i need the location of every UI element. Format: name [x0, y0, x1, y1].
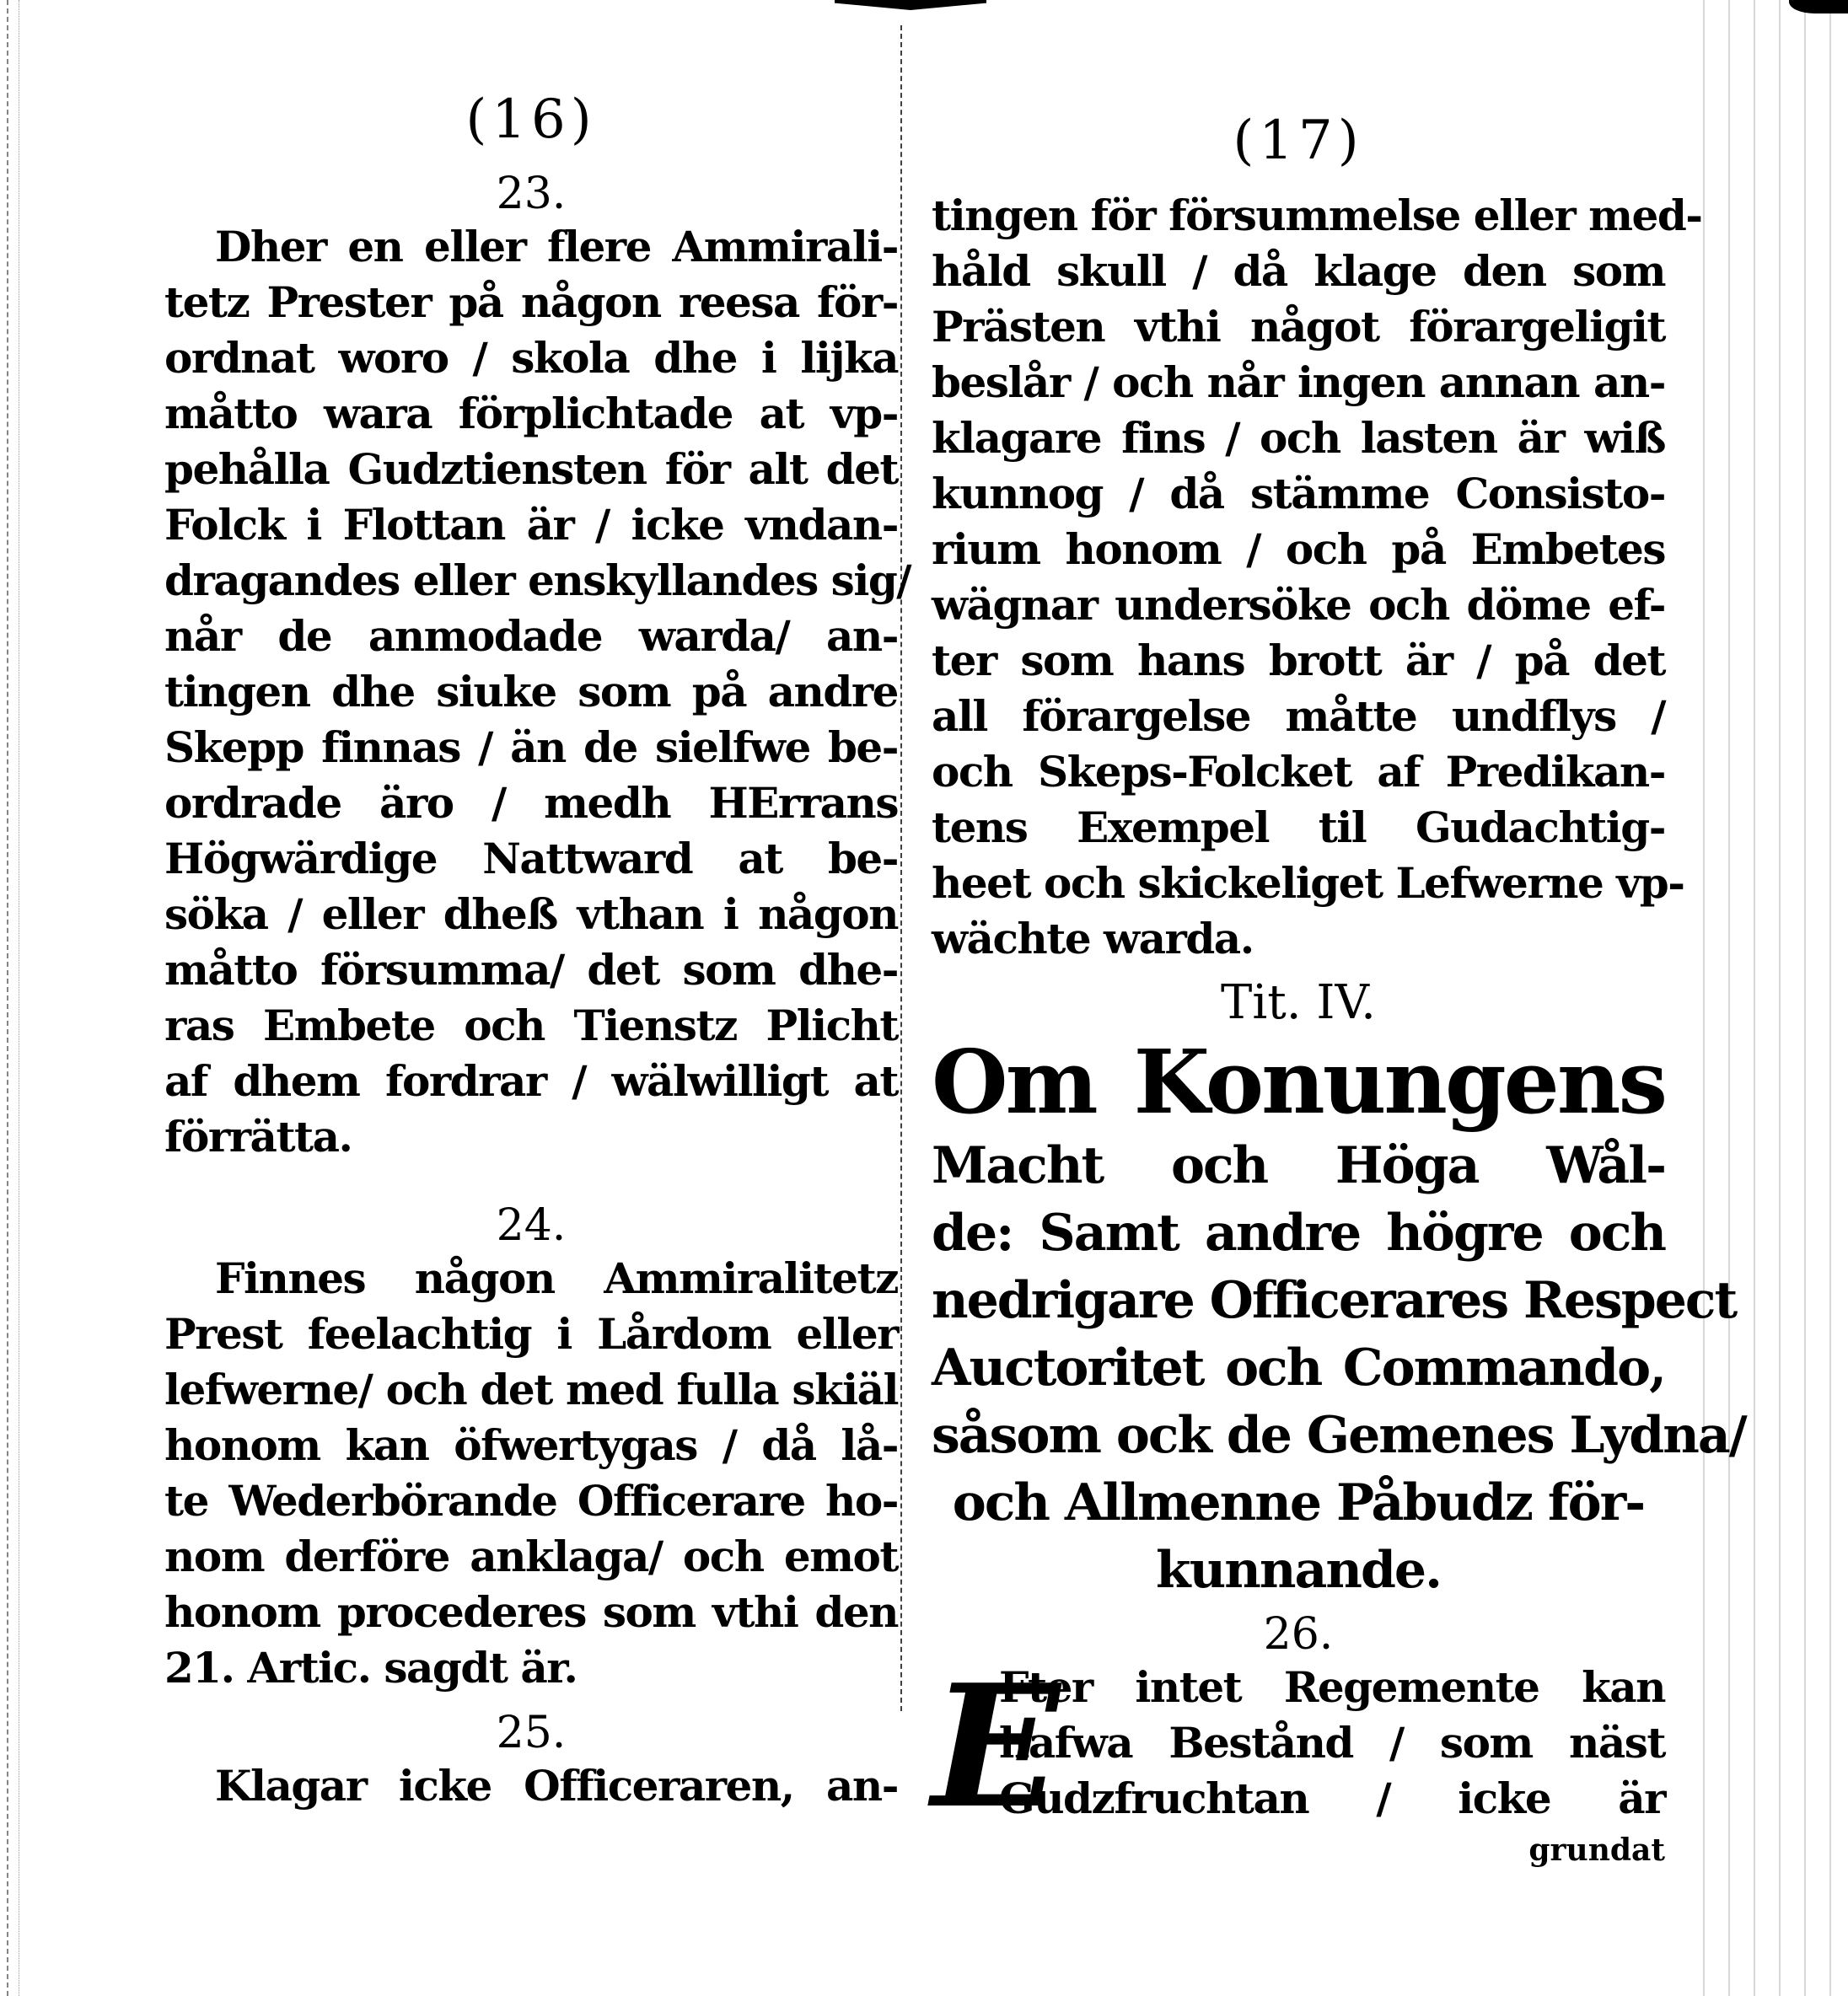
text-line: ter som hans brott är / på det: [932, 636, 1665, 685]
text-line: tingen för försummelse eller med-: [932, 190, 1702, 240]
text-line: måtto försumma/ det som dhe-: [164, 945, 898, 995]
text-line: honom procederes som vthi den: [164, 1587, 898, 1637]
text-line: all förargelse måtte undflys /: [932, 691, 1665, 741]
text-line: nom derföre anklaga/ och emot: [164, 1532, 898, 1581]
text-line: ordrade äro / medh HErrans: [164, 778, 898, 828]
text-line: hafwa Bestånd / som näst: [999, 1718, 1665, 1768]
title-block: [932, 974, 1746, 1604]
section-25-continued: [932, 188, 1702, 967]
text-line: måtto wara förplichtade at vp-: [164, 389, 898, 438]
text-line: dragandes eller enskyllandes sig/: [164, 555, 911, 605]
text-line: och Skeps-Folcket af Predikan-: [932, 747, 1665, 797]
text-line: Högwärdige Nattward at be-: [164, 834, 898, 883]
text-line: söka / eller dheß vthan i någon: [164, 889, 898, 939]
title-line: kunnande.: [1156, 1541, 1441, 1600]
title-word: Konungens: [1133, 1030, 1665, 1134]
text-line: når de anmodade warda/ an-: [164, 611, 898, 661]
article-number: 25.: [496, 1708, 567, 1758]
text-line: Folck i Flottan är / icke vndan-: [164, 500, 898, 550]
text-line: 21. Artic. sagdt är.: [164, 1643, 578, 1693]
text-line: Skepp finnas / än de sielfwe be-: [164, 722, 898, 772]
title-line: Auctoritet och Commando,: [932, 1339, 1665, 1398]
text-line: tetz Prester på någon reesa för-: [164, 277, 898, 327]
text-line: heet och skickeliget Lefwerne vp-: [932, 858, 1684, 908]
scan-left-edge: [7, 0, 19, 1996]
text-line: tens Exempel til Gudachtig-: [932, 802, 1665, 852]
text-line: håld skull / då klage den som: [932, 246, 1665, 296]
text-line: ordnat woro / skola dhe i lijka: [164, 333, 898, 383]
text-line: pehålla Gudztiensten för alt det: [164, 444, 898, 494]
left-page: [164, 0, 911, 1814]
title-line: och Allmenne Påbudz för-: [952, 1473, 1645, 1532]
page-number: (17): [1233, 110, 1364, 172]
text-line: wägnar undersöke och döme ef-: [932, 580, 1665, 630]
text-line: Klagar icke Officeraren, an-: [215, 1761, 898, 1811]
title-main: [932, 1030, 1665, 1134]
text-line: kunnog / då stämme Consisto-: [932, 469, 1665, 518]
title-line: de: Samt andre högre och: [932, 1204, 1665, 1263]
right-page: [932, 0, 1746, 1869]
title-word: Om: [932, 1030, 1096, 1134]
title-line: såsom ock de Gemenes Lydna/: [932, 1406, 1746, 1465]
catchword: grundat: [1528, 1832, 1665, 1868]
title-line: Macht och Höga Wål-: [932, 1136, 1665, 1195]
text-line: tingen dhe siuke som på andre: [164, 667, 898, 716]
text-line: te Wederbörande Officerare ho-: [164, 1476, 898, 1526]
text-line: Dher en eller flere Ammirali-: [215, 222, 898, 271]
text-line: ras Embete och Tienstz Plicht: [164, 1001, 898, 1050]
section-24: [164, 1200, 898, 1696]
dropcap-letter: E: [932, 1648, 1061, 1846]
text-line: klagare fins / och lasten är wiß: [932, 413, 1665, 463]
section-23: [164, 169, 911, 1165]
text-line: honom kan öfwertygas / då lå-: [164, 1420, 898, 1470]
text-line: Gudzfruchtan / icke är: [999, 1773, 1665, 1823]
dropcap-paragraph: [932, 1648, 1665, 1846]
section-25: [164, 1708, 898, 1814]
section-26: [932, 1609, 1665, 1869]
text-line: wächte warda.: [932, 914, 1254, 963]
article-number: 26.: [1263, 1609, 1334, 1660]
text-line: beslår / och når ingen annan an-: [932, 357, 1665, 407]
text-line: lefwerne/ och det med fulla skiäl: [164, 1365, 898, 1414]
text-line: Finnes någon Ammiralitetz: [215, 1253, 898, 1303]
title-line: nedrigare Officerares Respect: [932, 1271, 1737, 1330]
text-line: rium honom / och på Embetes: [932, 524, 1665, 574]
text-line: af dhem fordrar / wälwilligt at: [164, 1056, 898, 1106]
text-line: Fter intet Regemente kan: [999, 1662, 1665, 1712]
article-number: 24.: [496, 1200, 567, 1251]
text-line: Prästen vthi något förargeligit: [932, 302, 1665, 351]
fore-edge-pages: [1679, 0, 1848, 1996]
page-number: (16): [465, 89, 597, 151]
title-number: Tit. IV.: [1221, 975, 1376, 1030]
gutter-line: [900, 25, 902, 1711]
article-number: 23.: [496, 169, 567, 219]
text-line: Prest feelachtig i Lårdom eller: [164, 1309, 898, 1359]
text-line: förrätta.: [164, 1112, 352, 1162]
